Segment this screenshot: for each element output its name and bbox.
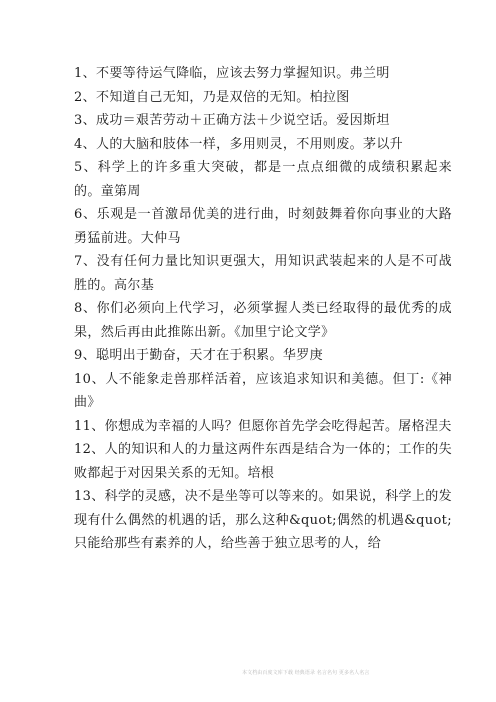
- quote-item: 3、成功＝艰苦劳动＋正确方法＋少说空话。爱因斯坦: [74, 113, 390, 128]
- quote-item: 4、人的大脑和肢体一样，多用则灵，不用则废。茅以升: [74, 136, 404, 152]
- quote-list: [74, 62, 452, 556]
- quote-item: 6、乐观是一首激昂优美的进行曲，时刻鼓舞着你向事业的大路勇猛前进。大仲马: [74, 207, 452, 246]
- quote-item: 5、科学上的许多重大突破，都是一点点细微的成绩积累起来的。童第周: [74, 160, 452, 199]
- quote-item: 9、聪明出于勤奋，天才在于积累。华罗庚: [74, 348, 323, 363]
- quote-item: 13、科学的灵感，决不是坐等可以等来的。如果说，科学上的发现有什么偶然的机遇的话，那么这种&quot;偶然的机遇&quot;只能给那些有素养的人，给些善于独立思考的人，给: [74, 489, 452, 551]
- page-footer: 本文档由百度文库下载 经典语录 名言名句 更多名人名言: [242, 670, 370, 676]
- quote-item: 1、不要等待运气降临，应该去努力掌握知识。弗兰明: [74, 66, 390, 81]
- quote-item: 8、你们必须向上代学习，必须掌握人类已经取得的最优秀的成果，然后再由此推陈出新。《加里宁论文学》: [74, 301, 452, 340]
- quote-item: 10、人不能象走兽那样活着，应该追求知识和美德。但丁:《神曲》: [74, 371, 452, 410]
- quote-item: 2、不知道自己无知，乃是双倍的无知。柏拉图: [74, 89, 350, 105]
- quote-item: 7、没有任何力量比知识更强大，用知识武装起来的人是不可战胜的。高尔基: [74, 254, 452, 293]
- quote-item: 11、你想成为幸福的人吗？但愿你首先学会吃得起苦。屠格涅夫: [74, 418, 452, 434]
- quote-item: 12、人的知识和人的力量这两件东西是结合为一体的；工作的失败都起于对因果关系的无知。培根: [74, 442, 452, 481]
